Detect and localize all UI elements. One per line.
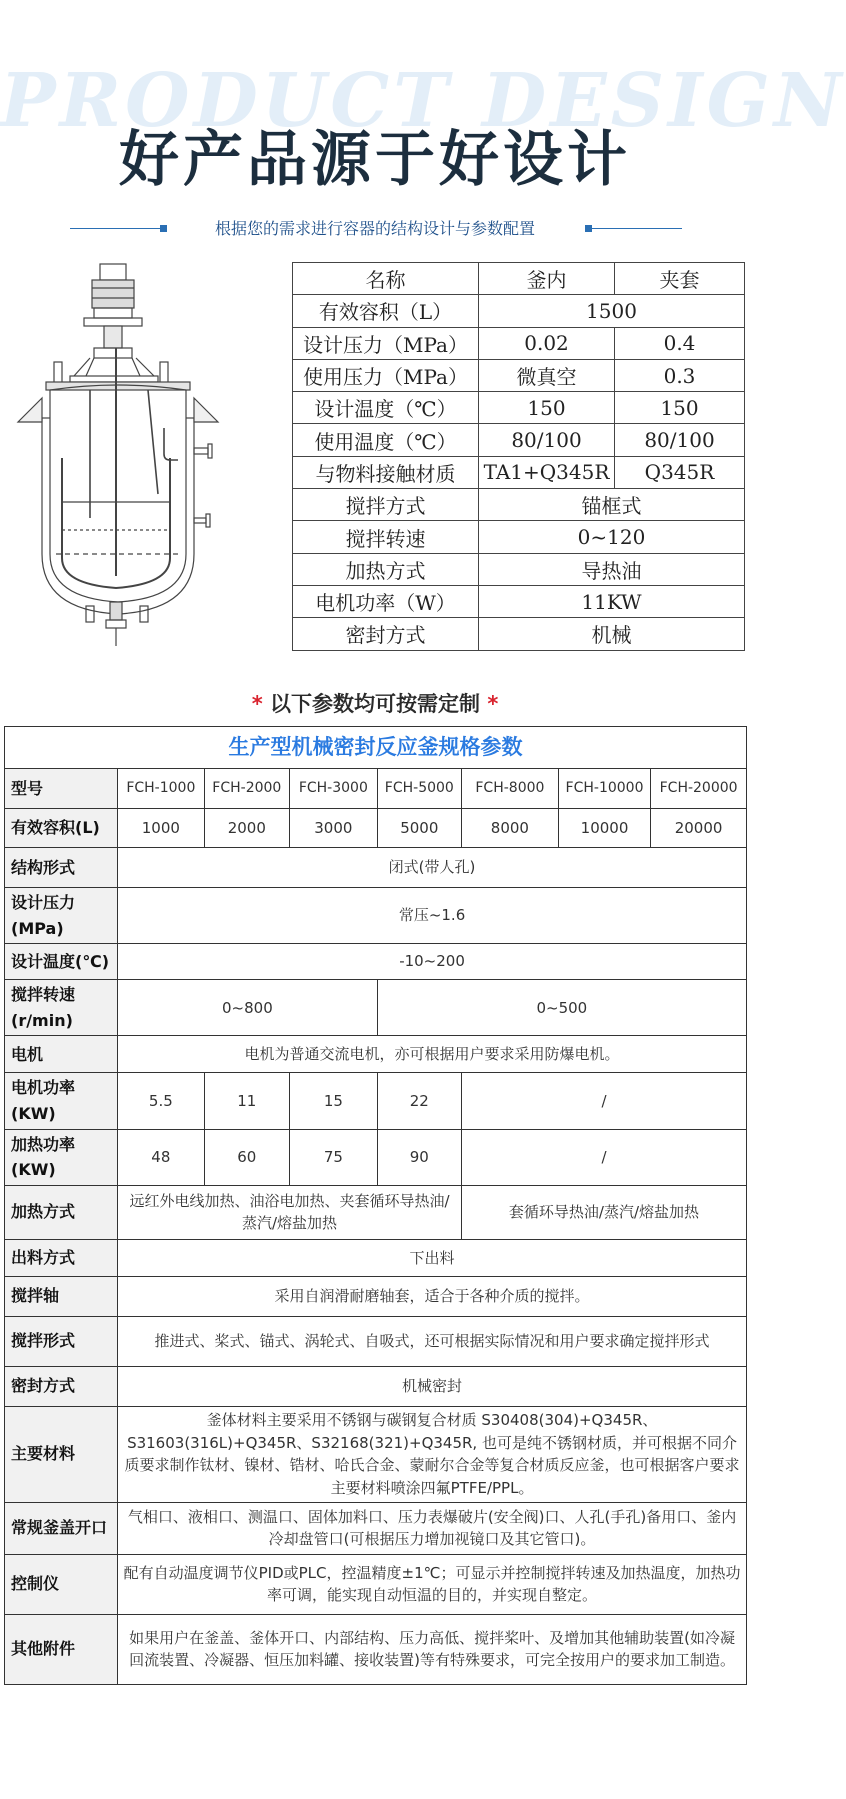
- volume-cell: 10000: [558, 809, 650, 848]
- spec-row-design-temp: [293, 392, 745, 424]
- page-headline: 好产品源于好设计: [119, 125, 631, 195]
- table-title-row: [5, 727, 747, 769]
- speed-row: [5, 980, 747, 1036]
- motor-top: [100, 264, 126, 280]
- discharge-label: 出料方式: [5, 1239, 118, 1276]
- volume-cell: 1000: [118, 809, 205, 848]
- spec-row-name: 有效容积（L）: [293, 295, 479, 327]
- volume-cell: 8000: [461, 809, 558, 848]
- subline-left-dot: [160, 225, 167, 232]
- design-temp-value: -10~200: [118, 944, 747, 980]
- spec-row-inner: 微真空: [479, 359, 615, 391]
- spec-row-name: 搅拌方式: [293, 489, 479, 521]
- seal-row: [5, 1366, 747, 1406]
- heat-power-row: [5, 1129, 747, 1185]
- motor-label: 电机: [5, 1036, 118, 1073]
- design-pressure-value: 常压~1.6: [118, 888, 747, 944]
- volume-cell: 3000: [290, 809, 378, 848]
- spec-row-name: 与物料接触材质: [293, 456, 479, 488]
- structure-row: [5, 848, 747, 888]
- hero-section: [0, 0, 846, 240]
- model-cell: FCH-10000: [558, 769, 650, 809]
- vessel-spec-table: [292, 262, 745, 651]
- heat-power-cell: 90: [377, 1129, 461, 1185]
- reactor-vessel-drawing: [28, 258, 268, 658]
- spec-row-working-temp: [293, 424, 745, 456]
- speed-label: 搅拌转速(r/min): [5, 980, 118, 1036]
- spec-row-name: 密封方式: [293, 618, 479, 650]
- spec-row-jacket: 0.4: [615, 327, 745, 359]
- page-subline: 根据您的需求进行容器的结构设计与参数配置: [214, 219, 535, 238]
- heat-power-cell: /: [461, 1129, 746, 1185]
- model-cell: FCH-8000: [461, 769, 558, 809]
- subline-row: [0, 216, 750, 240]
- spec-row-volume: [293, 295, 745, 327]
- control-label: 控制仪: [5, 1554, 118, 1614]
- ports-label: 常规釜盖开口: [5, 1502, 118, 1554]
- spec-header-jacket: 夹套: [615, 263, 745, 295]
- spec-row-inner: 150: [479, 392, 615, 424]
- seal-label: 密封方式: [5, 1366, 118, 1406]
- subline-left-rule: [70, 228, 160, 229]
- model-cell: FCH-2000: [204, 769, 289, 809]
- design-temp-label: 设计温度(℃): [5, 944, 118, 980]
- heat-power-cell: 48: [118, 1129, 205, 1185]
- spec-row-value: 锚框式: [479, 489, 745, 521]
- table-title: 生产型机械密封反应釜规格参数: [5, 727, 747, 769]
- spec-row-inner: 80/100: [479, 424, 615, 456]
- seal-value: 机械密封: [118, 1366, 747, 1406]
- spec-row-inner: TA1+Q345R: [479, 456, 615, 488]
- motor-power-cell: /: [461, 1073, 746, 1129]
- spec-row-seal: [293, 618, 745, 650]
- spec-row-heating: [293, 553, 745, 585]
- design-pressure-row: [5, 888, 747, 944]
- spec-header-inner: 釜内: [479, 263, 615, 295]
- spec-row-jacket: 0.3: [615, 359, 745, 391]
- shaft-row: [5, 1276, 747, 1316]
- spec-row-stir-speed: [293, 521, 745, 553]
- motor-power-label: 电机功率(KW): [5, 1073, 118, 1129]
- spec-row-name: 电机功率（W）: [293, 585, 479, 617]
- material-label: 主要材料: [5, 1406, 118, 1502]
- spec-row-name: 搅拌转速: [293, 521, 479, 553]
- motor-body: [92, 280, 134, 308]
- design-pressure-label: 设计压力(MPa): [5, 888, 118, 944]
- spec-row-material: [293, 456, 745, 488]
- heating-value-b: 套循环导热油/蒸汽/熔盐加热: [461, 1185, 746, 1239]
- spec-row-value: 0~120: [479, 521, 745, 553]
- discharge-value: 下出料: [118, 1239, 747, 1276]
- spec-row-stir-method: [293, 489, 745, 521]
- spec-row-name: 设计温度（℃）: [293, 392, 479, 424]
- motor-power-cell: 15: [290, 1073, 378, 1129]
- control-value: 配有自动温度调节仪PID或PLC，控温精度±1℃；可显示并控制搅拌转速及加热温度，加热功率可调，能实现自动恒温的目的，并实现自整定。: [118, 1554, 747, 1614]
- shaft-value: 采用自润滑耐磨轴套，适合于各种介质的搅拌。: [118, 1276, 747, 1316]
- stir-form-row: [5, 1316, 747, 1366]
- spec-row-value: 1500: [479, 295, 745, 327]
- spec-row-inner: 0.02: [479, 327, 615, 359]
- spec-row-jacket: 150: [615, 392, 745, 424]
- motor-power-cell: 22: [377, 1073, 461, 1129]
- heat-power-label: 加热功率(KW): [5, 1129, 118, 1185]
- motor-power-cell: 5.5: [118, 1073, 205, 1129]
- subline-right-rule: [592, 228, 682, 229]
- spec-row-motor-power: [293, 585, 745, 617]
- ports-value: 气相口、液相口、测温口、固体加料口、压力表爆破片(安全阀)口、人孔(手孔)备用口、釜内冷却盘管口(可根据压力增加视镜口及其它管口)。: [118, 1502, 747, 1554]
- heat-power-cell: 60: [204, 1129, 289, 1185]
- volume-cell: 20000: [651, 809, 747, 848]
- volume-cell: 2000: [204, 809, 289, 848]
- control-row: [5, 1554, 747, 1614]
- star-right: *: [487, 692, 499, 716]
- bottom-head: [50, 554, 186, 602]
- spec-row-name: 设计压力（MPa）: [293, 327, 479, 359]
- spec-row-value: 导热油: [479, 553, 745, 585]
- design-temp-row: [5, 944, 747, 980]
- lid-flange: [46, 382, 190, 390]
- spec-row-jacket: 80/100: [615, 424, 745, 456]
- stir-form-value: 推进式、桨式、锚式、涡轮式、自吸式，还可根据实际情况和用户要求确定搅拌形式: [118, 1316, 747, 1366]
- spec-row-value: 11KW: [479, 585, 745, 617]
- speed-value-b: 0~500: [377, 980, 746, 1036]
- subline-right-dot: [585, 225, 592, 232]
- other-value: 如果用户在釜盖、釜体开口、内部结构、压力高低、搅拌桨叶、及增加其他辅助装置(如冷凝回流装置、冷凝器、恒压加料罐、接收装置)等有特殊要求，可完全按用户的要求加工制造。: [118, 1614, 747, 1684]
- other-label: 其他附件: [5, 1614, 118, 1684]
- motor-row: [5, 1036, 747, 1073]
- spec-row-name: 使用压力（MPa）: [293, 359, 479, 391]
- structure-label: 结构形式: [5, 848, 118, 888]
- heat-power-cell: 75: [290, 1129, 378, 1185]
- reactor-spec-table: [4, 726, 747, 1685]
- ports-row: [5, 1502, 747, 1554]
- custom-note-text: 以下参数均可按需定制: [270, 692, 480, 716]
- model-cell: FCH-5000: [377, 769, 461, 809]
- spec-row-jacket: Q345R: [615, 456, 745, 488]
- model-row: [5, 769, 747, 809]
- spec-row-name: 使用温度（℃）: [293, 424, 479, 456]
- model-label: 型号: [5, 769, 118, 809]
- model-cell: FCH-20000: [651, 769, 747, 809]
- spec-row-name: 加热方式: [293, 553, 479, 585]
- spec-row-value: 机械: [479, 618, 745, 650]
- material-value: 釜体材料主要采用不锈钢与碳钢复合材质 S30408(304)+Q345R、S31603(316L)+Q345R、S32168(321)+Q345R, 也可是纯不锈钢材质，并可根据不同介质要求制作钛材、镍材、锆材、哈氏合金、蒙耐尔合金等复合材质反应釜，也可根据客户要求主要材料喷涂四氟PTFE/PPL。: [118, 1406, 747, 1502]
- speed-value-a: 0~800: [118, 980, 378, 1036]
- model-cell: FCH-3000: [290, 769, 378, 809]
- model-cell: FCH-1000: [118, 769, 205, 809]
- motor-value: 电机为普通交流电机，亦可根据用户要求采用防爆电机。: [118, 1036, 747, 1073]
- structure-value: 闭式(带人孔): [118, 848, 747, 888]
- discharge-row: [5, 1239, 747, 1276]
- spec-row-working-pressure: [293, 359, 745, 391]
- stir-form-label: 搅拌形式: [5, 1316, 118, 1366]
- volume-label: 有效容积(L): [5, 809, 118, 848]
- spec-table-header-row: [293, 263, 745, 295]
- star-left: *: [251, 692, 263, 716]
- volume-row: [5, 809, 747, 848]
- watermark-text: PRODUCT DESIGN: [0, 58, 846, 144]
- material-row: [5, 1406, 747, 1502]
- custom-note: [0, 688, 750, 718]
- heating-label: 加热方式: [5, 1185, 118, 1239]
- volume-cell: 5000: [377, 809, 461, 848]
- shaft-label: 搅拌轴: [5, 1276, 118, 1316]
- spec-header-name: 名称: [293, 263, 479, 295]
- heating-row: [5, 1185, 747, 1239]
- motor-power-cell: 11: [204, 1073, 289, 1129]
- heating-value-a: 远红外电线加热、油浴电加热、夹套循环导热油/蒸汽/熔盐加热: [118, 1185, 462, 1239]
- spec-row-design-pressure: [293, 327, 745, 359]
- other-row: [5, 1614, 747, 1684]
- motor-power-row: [5, 1073, 747, 1129]
